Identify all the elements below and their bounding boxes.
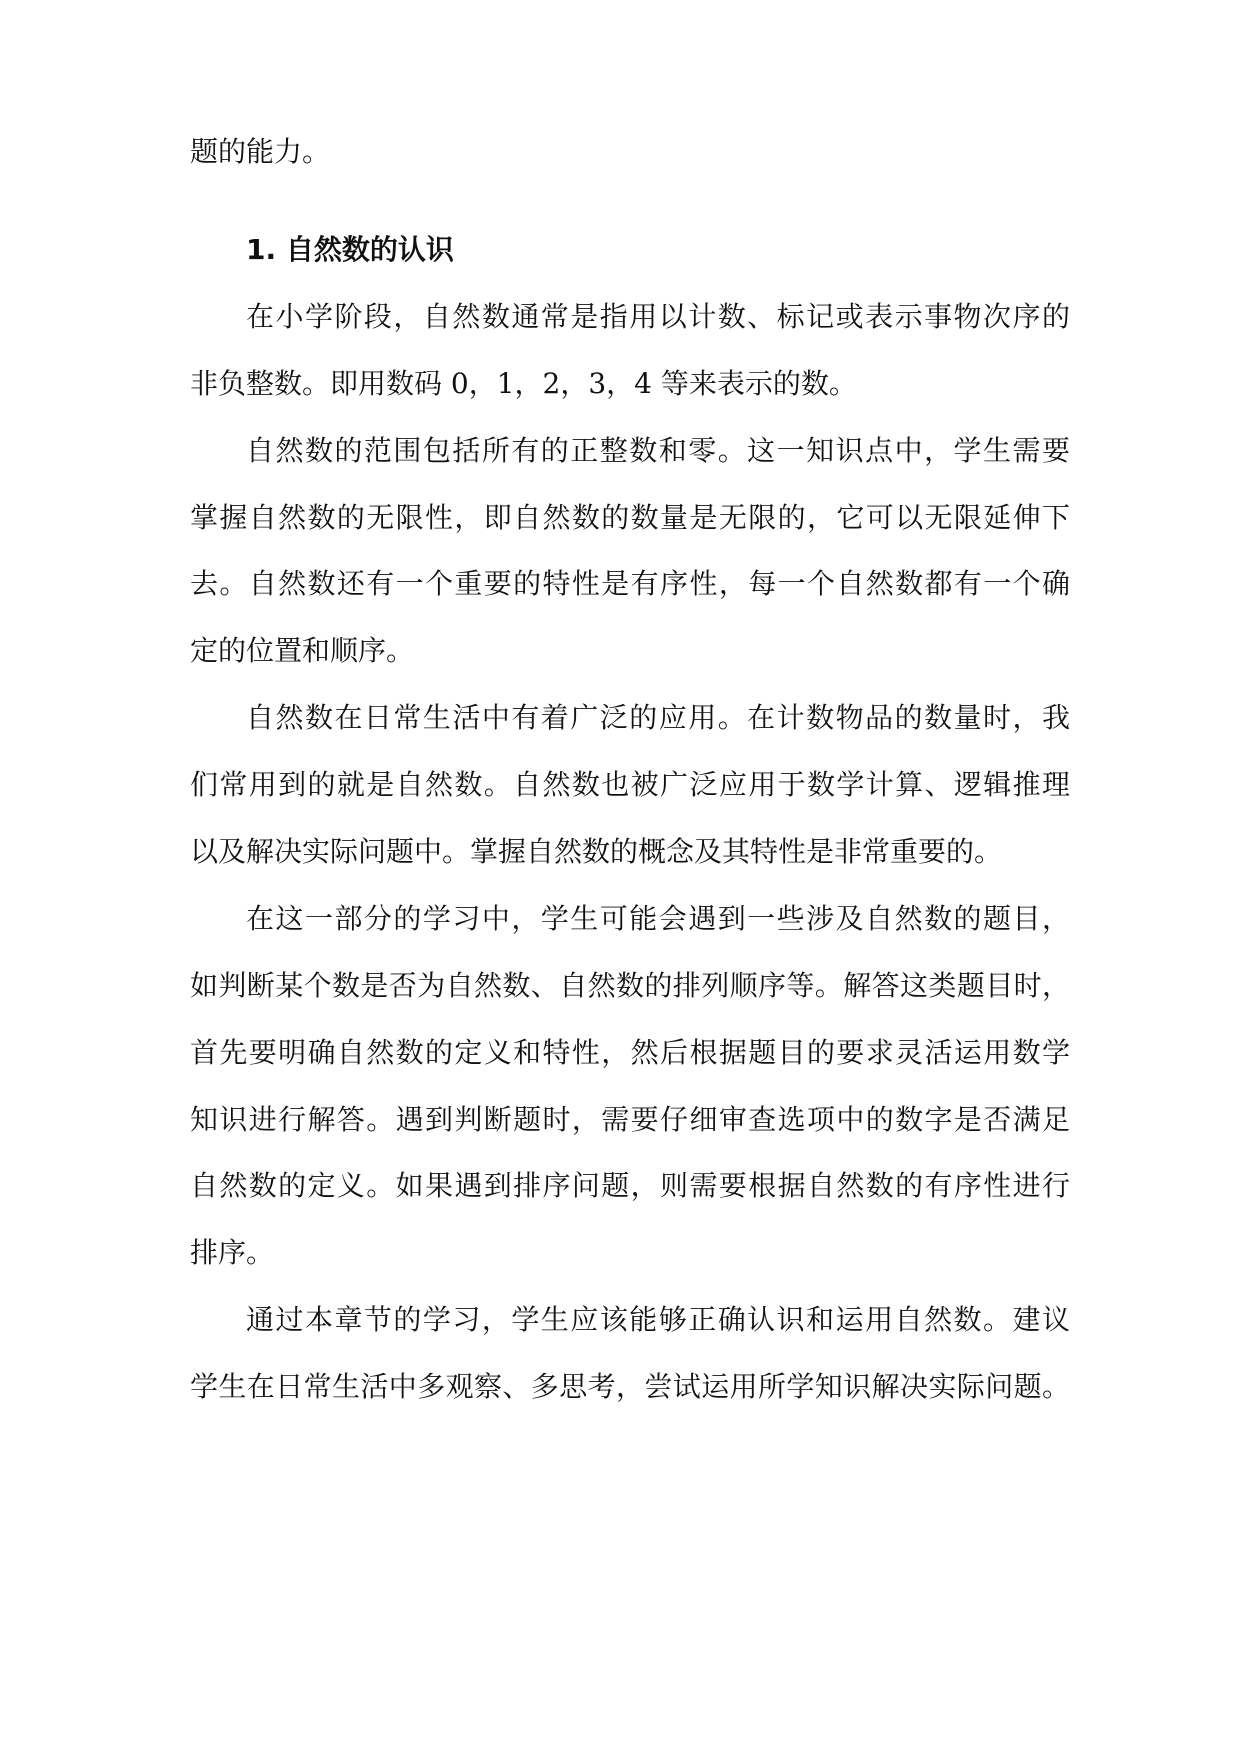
- paragraph-line: 自然数的定义。如果遇到排序问题，则需要根据自然数的有序性进行: [190, 1169, 1070, 1202]
- paragraph-line: 掌握自然数的无限性，即自然数的数量是无限的，它可以无限延伸下: [190, 501, 1070, 534]
- paragraph-line: 通过本章节的学习，学生应该能够正确认识和运用自然数。建议: [246, 1303, 1070, 1336]
- intro-tail-line: 题的能力。: [190, 135, 331, 168]
- paragraph-line: 们常用到的就是自然数。自然数也被广泛应用于数学计算、逻辑推理: [190, 768, 1070, 801]
- paragraph-line: 在这一部分的学习中，学生可能会遇到一些涉及自然数的题目，: [246, 902, 1070, 935]
- paragraph-line: 在小学阶段，自然数通常是指用以计数、标记或表示事物次序的: [246, 300, 1070, 333]
- document-page: [190, 0, 1070, 1754]
- paragraph-line: 学生在日常生活中多观察、多思考，尝试运用所学知识解决实际问题。: [190, 1370, 1070, 1403]
- paragraph-line: 知识进行解答。遇到判断题时，需要仔细审查选项中的数字是否满足: [190, 1103, 1070, 1136]
- paragraph-line: 定的位置和顺序。: [190, 634, 415, 667]
- section-heading: 1. 自然数的认识: [246, 233, 454, 266]
- paragraph-line: 非负整数。即用数码 0，1，2，3，4 等来表示的数。: [190, 367, 857, 400]
- paragraph-line: 排序。: [190, 1236, 275, 1269]
- paragraph-line: 自然数的范围包括所有的正整数和零。这一知识点中，学生需要: [246, 434, 1070, 467]
- paragraph-line: 去。自然数还有一个重要的特性是有序性，每一个自然数都有一个确: [190, 567, 1070, 600]
- paragraph-line: 自然数在日常生活中有着广泛的应用。在计数物品的数量时，我: [246, 701, 1070, 734]
- paragraph-line: 首先要明确自然数的定义和特性，然后根据题目的要求灵活运用数学: [190, 1036, 1070, 1069]
- paragraph-line: 以及解决实际问题中。掌握自然数的概念及其特性是非常重要的。: [190, 835, 1003, 868]
- paragraph-line: 如判断某个数是否为自然数、自然数的排列顺序等。解答这类题目时，: [190, 969, 1070, 1002]
